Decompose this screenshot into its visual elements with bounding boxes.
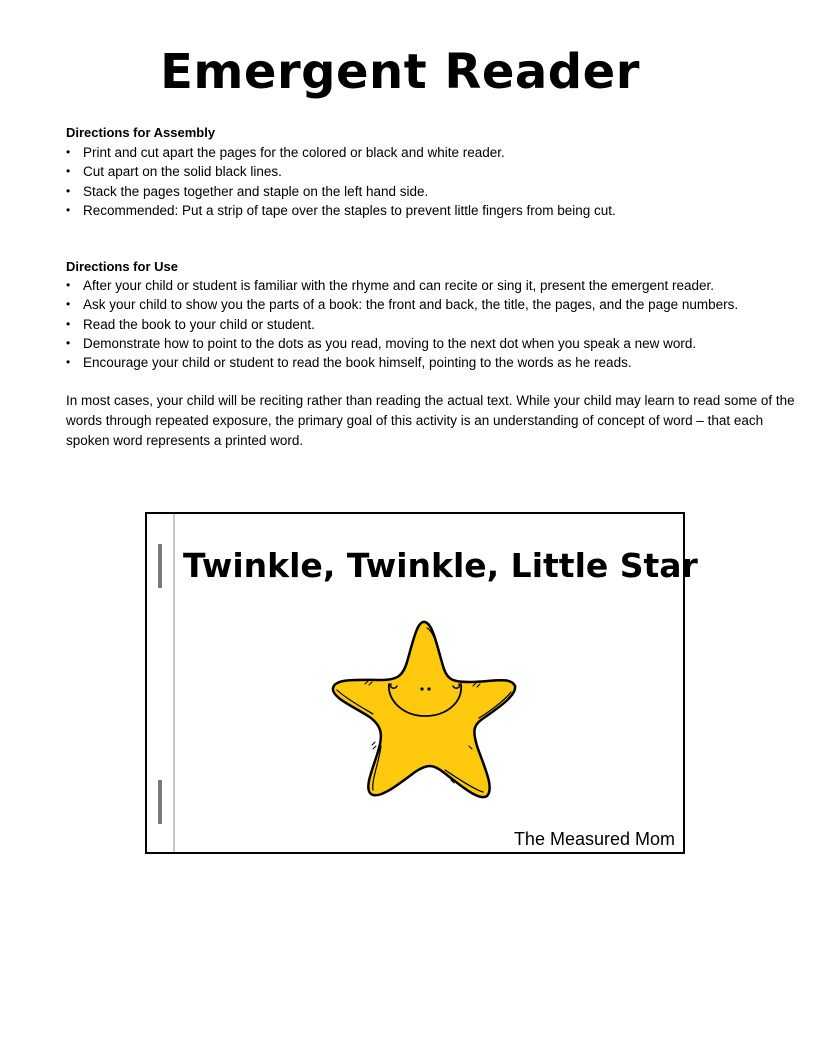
list-item: • Cut apart on the solid black lines. [66, 162, 616, 181]
book-cover-preview [145, 512, 698, 854]
assembly-list [66, 143, 616, 220]
cover-title: Twinkle, Twinkle, Little Star [183, 546, 698, 585]
page-title: Emergent Reader [160, 44, 640, 100]
list-item: • After your child or student is familiar with the rhyme and can recite or sing it, present the emergent reader. [66, 276, 738, 295]
use-list [66, 276, 738, 372]
assembly-heading: Directions for Assembly [66, 125, 216, 140]
body-paragraph: In most cases, your child will be reciting rather than reading the actual text. While your child may learn to read some of the words through repeated exposure, the primary goal of this activity is an understanding of concept of word – that each spoken word represents a printed word. [66, 393, 795, 448]
list-item: • Ask your child to show you the parts of a book: the front and back, the title, the pages, and the page numbers. [66, 295, 738, 314]
use-heading: Directions for Use [66, 259, 178, 274]
list-item: • Print and cut apart the pages for the colored or black and white reader. [66, 143, 616, 162]
staple-bottom [158, 780, 162, 824]
cover-credit: The Measured Mom [513, 829, 675, 849]
spine-line [173, 514, 175, 852]
list-item: • Recommended: Put a strip of tape over the staples to prevent little fingers from being cut. [66, 201, 616, 220]
list-item: • Read the book to your child or student. [66, 315, 738, 334]
star-icon [329, 614, 519, 804]
staple-top [158, 544, 162, 588]
list-item: • Demonstrate how to point to the dots as you read, moving to the next dot when you speak a new word. [66, 334, 738, 353]
list-item: • Encourage your child or student to read the book himself, pointing to the words as he reads. [66, 353, 738, 372]
list-item: • Stack the pages together and staple on the left hand side. [66, 182, 616, 201]
